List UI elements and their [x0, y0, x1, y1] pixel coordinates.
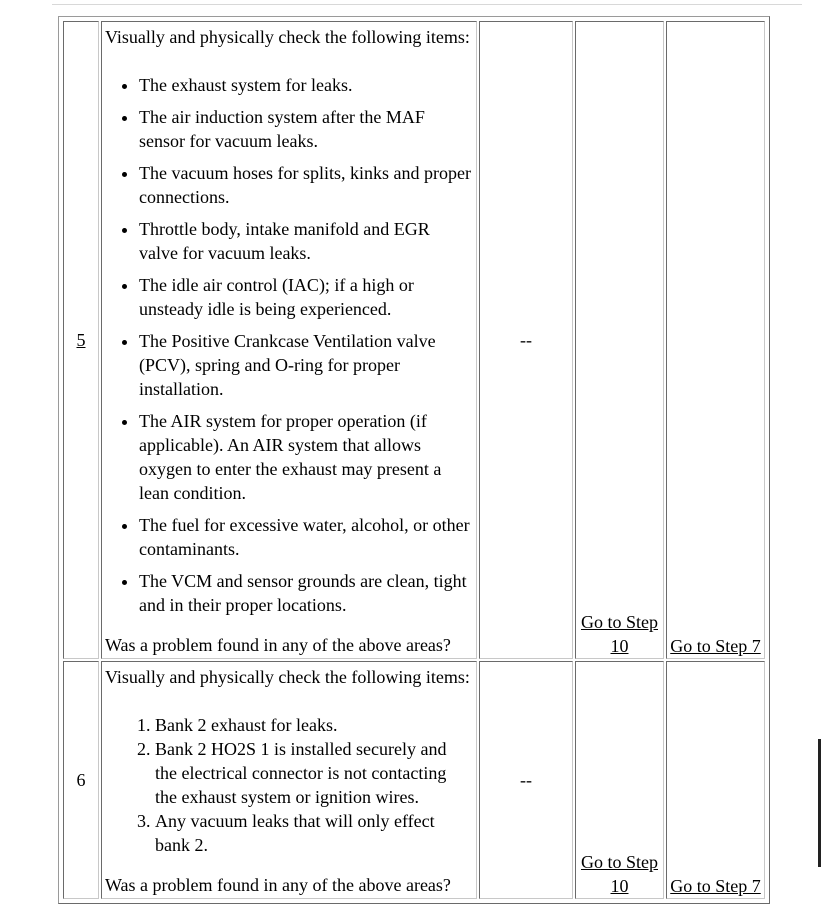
action-intro: Visually and physically check the following items: [105, 667, 470, 687]
go-to-step-7-link[interactable]: Go to Step 7 [670, 876, 761, 896]
step-number-text: 6 [76, 770, 86, 790]
table-row [63, 21, 765, 659]
action-question: Was a problem found in any of the above areas? [105, 875, 451, 895]
action-cell [101, 661, 477, 899]
action-question: Was a problem found in any of the above areas? [105, 635, 451, 655]
yes-cell [575, 21, 664, 659]
top-divider [52, 4, 802, 5]
step-number-link[interactable]: 5 [76, 330, 86, 350]
list-item: 3. Any vacuum leaks that will only effect bank 2. [155, 809, 472, 857]
go-to-step-7-link[interactable]: Go to Step 7 [670, 636, 761, 656]
go-to-step-10-link[interactable]: Go to Step 10 [580, 612, 658, 656]
list-item: • The idle air control (IAC); if a high or unsteady idle is being experienced. [139, 273, 472, 321]
step-number-cell [63, 21, 99, 659]
list-item: • The air induction system after the MAF sensor for vacuum leaks. [139, 105, 472, 153]
list-item: • The fuel for excessive water, alcohol, or other contaminants. [139, 513, 472, 561]
list-item: 2. Bank 2 HO2S 1 is installed securely and the electrical connector is not contacting the exhaust system or ignition wires. [155, 737, 472, 809]
table-row [63, 661, 765, 899]
list-item: 1. Bank 2 exhaust for leaks. [155, 713, 472, 737]
go-to-step-10-link[interactable]: Go to Step 10 [580, 852, 658, 896]
step-number-cell [63, 661, 99, 899]
list-item: • The AIR system for proper operation (if applicable). An AIR system that allows oxygen to enter the exhaust may present a lean condition. [139, 409, 472, 505]
list-item: • Throttle body, intake manifold and EGR valve for vacuum leaks. [139, 217, 472, 265]
scrollbar[interactable] [818, 739, 821, 867]
no-cell [666, 21, 765, 659]
value-cell [479, 661, 573, 899]
value-cell [479, 21, 573, 659]
list-item: • The exhaust system for leaks. [139, 73, 472, 97]
list-item: • The VCM and sensor grounds are clean, tight and in their proper locations. [139, 569, 472, 617]
action-intro: Visually and physically check the following items: [105, 27, 470, 47]
diagnostic-table [58, 16, 770, 904]
value-text: -- [520, 770, 532, 790]
no-cell [666, 661, 765, 899]
action-cell [101, 21, 477, 659]
list-item: • The vacuum hoses for splits, kinks and proper connections. [139, 161, 472, 209]
yes-cell [575, 661, 664, 899]
list-item: • The Positive Crankcase Ventilation valve (PCV), spring and O-ring for proper installation. [139, 329, 472, 401]
value-text: -- [520, 330, 532, 350]
